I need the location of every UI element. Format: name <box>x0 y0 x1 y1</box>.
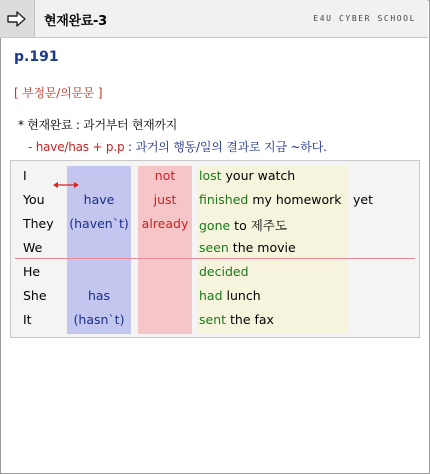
predicate-cell <box>199 312 274 327</box>
verb-text: finished <box>199 192 249 207</box>
verb-text: sent <box>199 312 227 327</box>
table-row <box>11 166 419 186</box>
formula-line <box>28 138 327 155</box>
aux-cell: (hasn`t) <box>73 312 125 327</box>
object-text: the fax <box>226 312 274 327</box>
aux-cell: (haven`t) <box>69 216 129 231</box>
predicate-cell <box>199 288 261 303</box>
grammar-table <box>10 160 420 338</box>
subject-cell: We <box>23 240 43 255</box>
object-text: the movie <box>228 240 296 255</box>
page-reference: p.191 <box>14 49 59 65</box>
verb-text: seen <box>199 240 229 255</box>
predicate-cell <box>199 240 296 255</box>
definition-text: * 현재완료 : 과거부터 현재까지 <box>18 118 178 132</box>
subject-cell: I <box>23 168 27 183</box>
object-text: to 제주도 <box>230 218 287 233</box>
formula-structure: - have/has + p.p <box>28 140 125 154</box>
adverb-cell: just <box>153 192 177 207</box>
subject-cell: It <box>23 312 32 327</box>
verb-text: had <box>199 288 223 303</box>
verb-text: lost <box>199 168 222 183</box>
predicate-cell <box>199 168 295 183</box>
section-title: [ 부정문/의문문 ] <box>14 86 103 100</box>
adverb-cell: already <box>141 216 189 231</box>
predicate-cell <box>199 192 342 207</box>
subject-cell: They <box>23 216 54 231</box>
table-row <box>11 286 419 306</box>
table-row <box>11 238 419 258</box>
adverb-cell: not <box>154 168 176 183</box>
lesson-title: 현재완료-3 <box>44 14 107 29</box>
table-row <box>11 310 419 330</box>
table-row <box>11 214 419 234</box>
verb-text: gone <box>199 218 231 233</box>
object-text: your watch <box>221 168 296 183</box>
subject-cell: He <box>23 264 41 279</box>
predicate-cell <box>199 264 249 279</box>
subject-cell: She <box>23 288 47 303</box>
formula-meaning: : 과거의 행동/일의 결과로 지금 ~하다. <box>124 140 327 154</box>
brand-label: E4U CYBER SCHOOL <box>313 14 416 23</box>
subject-cell: You <box>23 192 45 207</box>
header-icon-box <box>0 0 35 37</box>
table-row <box>11 190 419 210</box>
aux-cell: have <box>83 192 115 207</box>
verb-text: decided <box>199 264 249 279</box>
aux-cell: has <box>87 288 111 303</box>
table-row <box>11 262 419 282</box>
arrow-right-icon <box>7 11 27 27</box>
object-text: my homework <box>248 192 342 207</box>
tail-cell: yet <box>353 192 373 207</box>
object-text: lunch <box>222 288 261 303</box>
row-divider <box>15 258 415 259</box>
header-bar <box>0 0 428 38</box>
predicate-cell <box>199 216 287 234</box>
